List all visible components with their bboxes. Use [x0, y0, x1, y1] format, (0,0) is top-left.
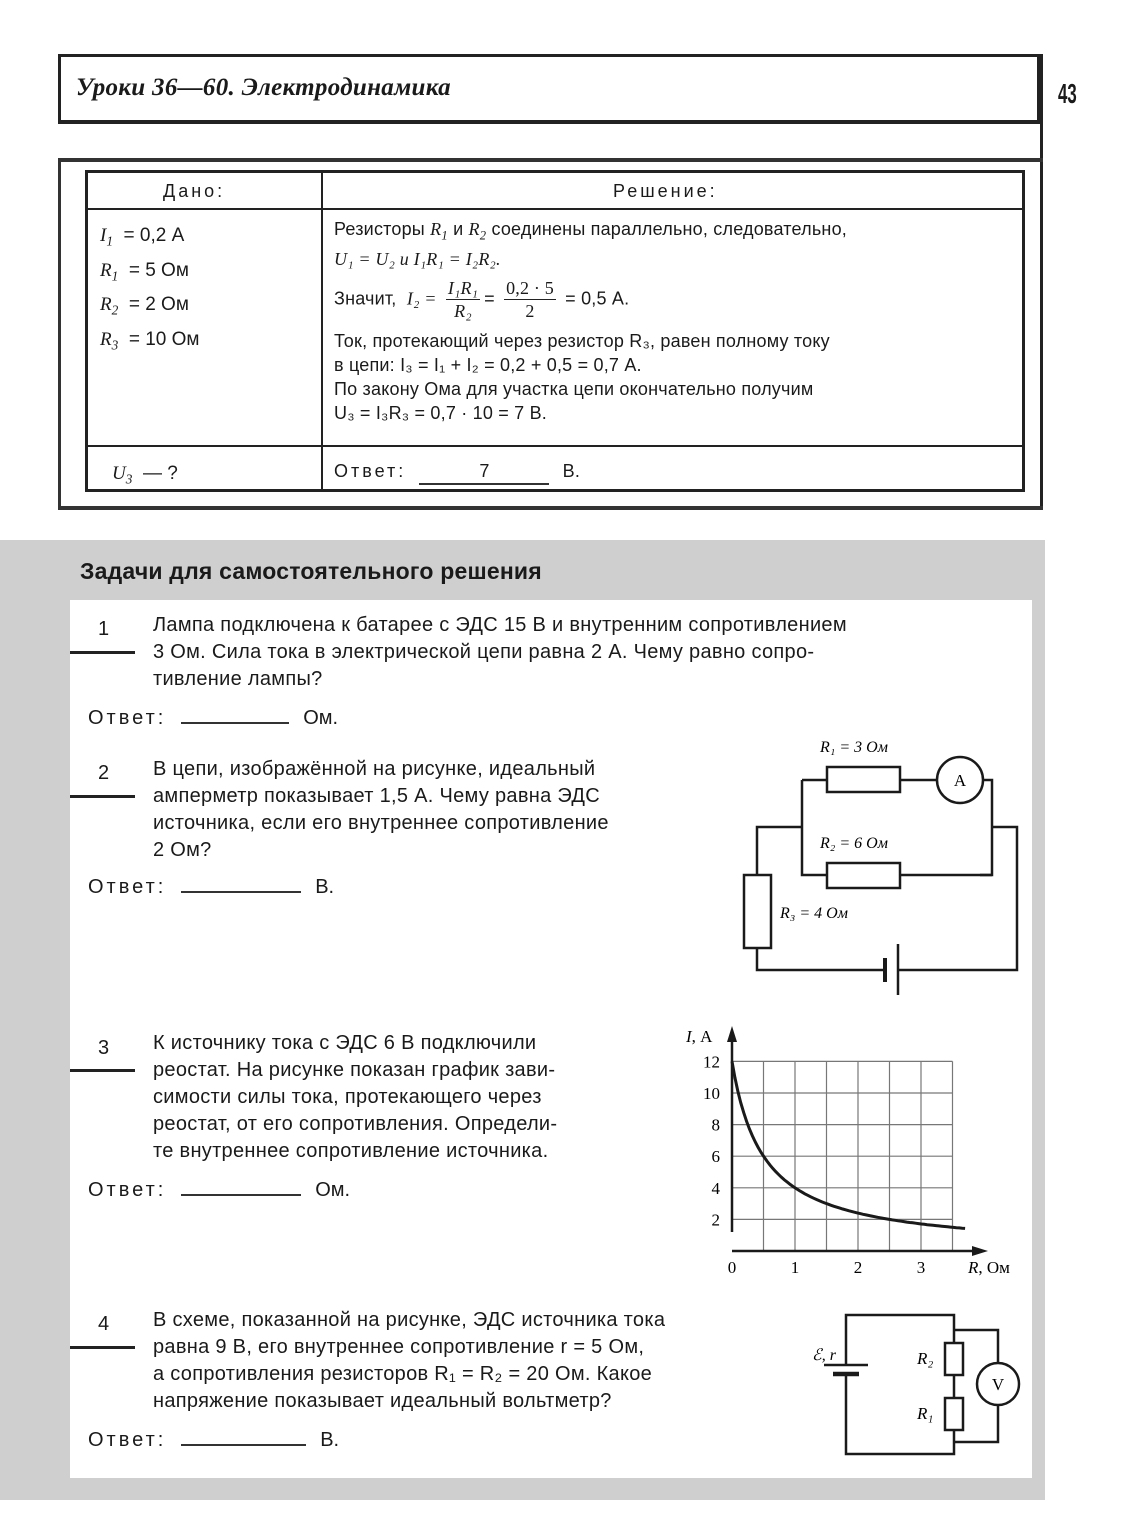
answer-input[interactable] — [181, 721, 289, 724]
task-number: 2 — [98, 762, 110, 784]
task-text: Лампа подключена к батарее с ЭДС 15 В и внутренним сопротивлением 3 Ом. Сила тока в электрической цепи равна 2 А. Чему равно сопро- тивление лампы? — [153, 614, 847, 690]
task-number: 1 — [98, 618, 110, 640]
solution-line: Резисторы $R_1$ и $R_2$ соединены параллельно, следовательно, — [334, 219, 847, 243]
task-answer: Ответ: Ом. — [88, 1179, 351, 1201]
data-series-line — [732, 1061, 965, 1228]
y-tick-label: 10 — [703, 1084, 720, 1103]
circuit-diagram-task4 — [800, 1300, 1040, 1470]
y-tick-label: 12 — [703, 1052, 720, 1072]
given-item: $R_3 = 10$ Ом — [100, 328, 200, 353]
task-answer: Ответ: В. — [88, 876, 335, 898]
solution-text — [334, 217, 1014, 425]
task-text: В схеме, показанной на рисунке, ЭДС источника тока равна 9 В, его внутреннее сопротивление r = 5 Ом, а сопротивления резисторов R₁ = R₂ = 20 Ом. Какое напряжение показывает идеальный вольтметр? — [153, 1309, 666, 1412]
solution-line: По закону Ома для участка цепи окончательно получим — [334, 379, 814, 400]
tasks-section-title: Задачи для самостоятельного решения — [80, 558, 542, 584]
task-marker-rule — [70, 1346, 135, 1349]
solution-line: U₃ = I₃R₃ = 0,7 · 10 = 7 В. — [334, 403, 547, 424]
y-tick-label: 2 — [711, 1210, 720, 1230]
x-axis-label: R, Ом — [968, 1258, 1010, 1277]
resistor-r3 — [744, 875, 771, 948]
wire — [846, 1315, 954, 1364]
example-table — [85, 170, 1025, 492]
task-marker-rule — [70, 1069, 135, 1072]
answer-value: 7 — [419, 459, 549, 485]
solution-header: Решение: — [613, 181, 718, 201]
y-axis-arrow-icon — [727, 1026, 737, 1042]
x-tick-label: 0 — [727, 1258, 737, 1277]
current-resistance-graph — [680, 1020, 1030, 1282]
task-marker-rule — [70, 651, 135, 654]
fraction: $\frac{0,2 \cdot 5}{2}$ — [506, 278, 554, 322]
task-answer: Ответ: Ом. — [88, 707, 339, 729]
chapter-title: Уроки 36—60. Электродинамика — [76, 74, 451, 101]
given-item: $R_1 = 5$ Ом — [100, 259, 189, 284]
x-tick-label: 3 — [916, 1258, 926, 1277]
wire — [802, 780, 827, 875]
column-divider — [321, 173, 323, 489]
fraction: $\frac{\text{I₁R₁}}{\text{R₂}}$ — [447, 278, 479, 322]
solution-line: Ток, протекающий через резистор R₃, равен полному току — [334, 331, 830, 352]
solution-formula: Значит, I₂ = $\frac{\text{I₁R₁}}{\text{R₂}}$ = $\frac{0,2 \cdot 5}{2}$ = 0,5 А. — [334, 278, 630, 322]
solution-line: U₁ = U₂ и I₁R₁ = I₂R₂. — [334, 249, 501, 270]
given-item: $R_2 = 2$ Ом — [100, 294, 189, 318]
resistor-r1 — [945, 1398, 963, 1430]
given-header: Дано: — [163, 181, 226, 201]
task-number: 3 — [98, 1037, 110, 1059]
r2-label: R₂ = 6 Ом — [820, 835, 888, 852]
y-axis-label: I, А — [686, 1027, 713, 1046]
answer-input[interactable] — [181, 1443, 306, 1446]
given-item: $I_1 = 0,2$ А — [100, 225, 185, 249]
r2-label: R₂ — [917, 1349, 934, 1368]
wire — [757, 827, 802, 875]
r1-label: R₁ — [917, 1404, 934, 1423]
task-marker-rule — [70, 795, 135, 798]
y-tick-label: 8 — [711, 1115, 720, 1135]
r3-label: R₃ = 4 Ом — [780, 905, 848, 922]
wire — [846, 1375, 954, 1454]
answer-divider — [88, 445, 1022, 447]
header-divider — [88, 208, 1022, 210]
resistor-r1 — [827, 767, 900, 792]
r1-label: R₁ = 3 Ом — [820, 739, 888, 756]
resistor-r2 — [827, 863, 900, 888]
task-number: 4 — [98, 1313, 110, 1335]
x-axis-arrow-icon — [972, 1246, 988, 1256]
given-list — [100, 221, 199, 360]
task-text: К источнику тока с ЭДС 6 В подключили реостат. На рисунке показан график зави- симости силы тока, протекающего через реостат, от его сопротивления. Определи- те внутреннее сопротивление источника. — [153, 1032, 558, 1162]
wire — [980, 780, 992, 875]
wire — [757, 948, 885, 970]
resistor-r2 — [945, 1343, 963, 1375]
page-number: 43 — [1058, 78, 1077, 109]
answer-input[interactable] — [181, 890, 301, 893]
task-answer: Ответ: В. — [88, 1429, 340, 1451]
voltmeter-label: V — [991, 1375, 1005, 1394]
y-tick-label: 4 — [711, 1178, 720, 1198]
find-item: $U_3$ — ? — [112, 463, 178, 487]
x-tick-label: 1 — [790, 1258, 800, 1277]
wire — [898, 827, 1017, 970]
source-label: ℰ, r — [812, 1347, 836, 1364]
ammeter-label: A — [953, 771, 967, 790]
answer-input[interactable] — [181, 1193, 301, 1196]
task-text: В цепи, изображённой на рисунке, идеальный амперметр показывает 1,5 А. Чему равна ЭДС источника, если его внутреннее сопротивление 2 Ом? — [153, 758, 609, 861]
example-answer: Ответ: 7 В. — [334, 459, 580, 485]
x-tick-label: 2 — [853, 1258, 863, 1277]
y-tick-label: 6 — [711, 1147, 720, 1167]
solution-line: в цепи: I₃ = I₁ + I₂ = 0,2 + 0,5 = 0,7 А. — [334, 355, 642, 376]
circuit-diagram-task2 — [730, 730, 1030, 1000]
